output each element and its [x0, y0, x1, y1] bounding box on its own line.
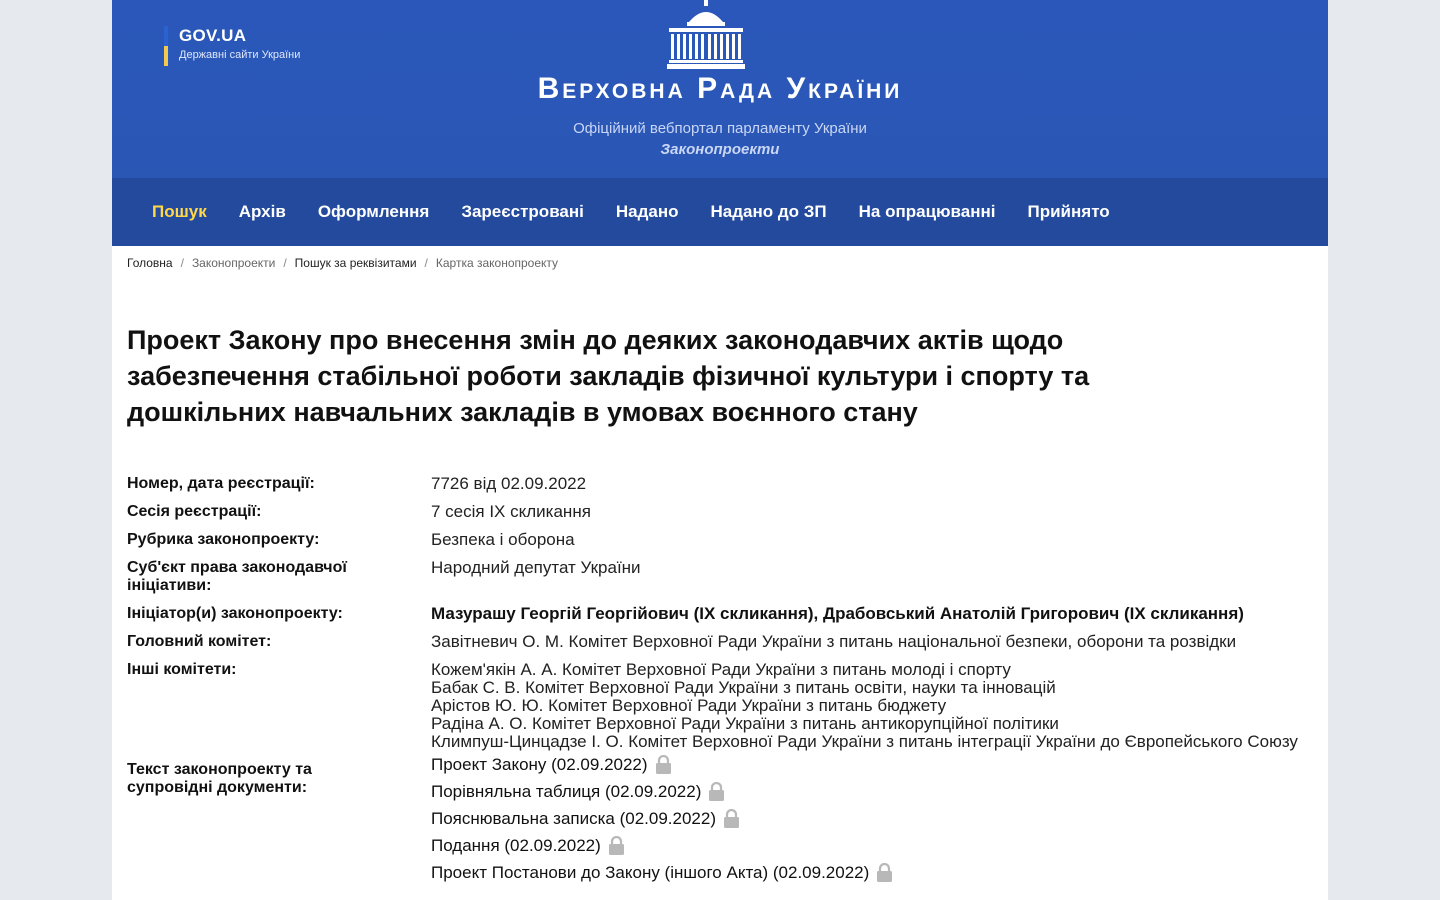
nav-item-provided-to-zp[interactable]: Надано до ЗП [710, 202, 827, 221]
govua-subtitle: Державні сайти України [179, 49, 301, 61]
site-header [112, 0, 1328, 178]
committee-item[interactable]: Радіна А. О. Комітет Верховної Ради України з питань антикорупційної політики [431, 714, 1059, 733]
document-link[interactable] [431, 805, 893, 832]
site-section: Законопроекти [660, 141, 780, 158]
detail-label: Сесія реєстрації: [127, 503, 262, 520]
site-title[interactable]: Верховна Рада України [537, 72, 903, 105]
breadcrumb-search-by-details[interactable]: Пошук за реквізитами [294, 256, 417, 270]
documents-list [431, 751, 893, 886]
detail-label: Номер, дата реєстрації: [127, 475, 315, 492]
breadcrumb: Головна / Законопроекти / Пошук за реквізитами / Картка законопроекту [127, 256, 559, 270]
document-link[interactable] [431, 751, 893, 778]
detail-label: Інші комітети: [127, 661, 237, 678]
nav-item-archive[interactable]: Архів [238, 202, 286, 221]
initiators-link[interactable]: Мазурашу Георгій Георгійович (IX скликання), Драбовський Анатолій Григорович (IX скликання) [431, 604, 1244, 623]
nav-item-provided[interactable]: Надано [615, 202, 679, 221]
detail-label: Рубрика законопроекту: [127, 531, 320, 548]
document-title: Подання (02.09.2022) [431, 835, 601, 855]
detail-value: 7 сесія IX скликання [431, 502, 591, 521]
lock-icon [708, 782, 725, 801]
main-committee-link[interactable]: Завітневич О. М. Комітет Верховної Ради України з питань національної безпеки, оборони та розвідки [431, 632, 1237, 651]
detail-value: Народний депутат України [431, 558, 641, 577]
breadcrumb-home[interactable]: Головна [127, 256, 173, 270]
breadcrumb-bills[interactable]: Законопроекти [191, 256, 276, 270]
detail-value: Безпека і оборона [431, 530, 575, 549]
document-title: Проект Постанови до Закону (іншого Акта) (02.09.2022) [431, 862, 870, 882]
detail-label: Головний комітет: [127, 633, 272, 650]
document-link[interactable] [431, 778, 893, 805]
document-title: Пояснювальна записка (02.09.2022) [431, 808, 716, 828]
govua-title: GOV.UA [179, 26, 247, 45]
committee-item[interactable]: Арістов Ю. Ю. Комітет Верховної Ради України з питань бюджету [431, 696, 947, 715]
nav-item-search[interactable]: Пошук [152, 202, 207, 221]
parliament-building-icon[interactable] [667, 0, 745, 70]
document-title: Порівняльна таблиця (02.09.2022) [431, 781, 702, 801]
committee-item[interactable]: Бабак С. В. Комітет Верховної Ради України з питань освіти, науки та інновацій [431, 678, 1056, 697]
document-link[interactable] [431, 859, 893, 886]
committee-item[interactable]: Климпуш-Цинцадзе І. О. Комітет Верховної Ради України з питань інтеграції України до Європейського Союзу [431, 732, 1298, 751]
site-subtitle: Офіційний вебпортал парламенту України [573, 120, 867, 137]
lock-icon [723, 809, 740, 828]
lock-icon [655, 755, 672, 774]
bill-title: Проект Закону про внесення змін до деяких законодавчих актів щодо забезпечення стабільної роботи закладів фізичної культури і спорту та дошкільних навчальних закладів в умовах воєнного стану [127, 325, 1090, 427]
nav-item-registered[interactable]: Зареєстровані [461, 202, 584, 221]
nav-item-design[interactable]: Оформлення [317, 202, 430, 221]
lock-icon [876, 863, 893, 882]
detail-label: Текст законопроекту та супровідні документи: [127, 761, 312, 796]
breadcrumb-current: Картка законопроекту [435, 256, 559, 270]
document-link[interactable] [431, 832, 893, 859]
detail-label: Суб'єкт права законодавчої ініціативи: [127, 559, 347, 594]
lock-icon [608, 836, 625, 855]
other-committees-list [431, 661, 1298, 751]
page [112, 0, 1328, 900]
detail-value: 7726 від 02.09.2022 [431, 474, 587, 493]
committee-item[interactable]: Кожем'якін А. А. Комітет Верховної Ради України з питань молоді і спорту [431, 660, 1011, 679]
nav-item-in-processing[interactable]: На опрацюванні [858, 202, 996, 221]
govua-flag-icon [164, 26, 168, 66]
detail-label: Ініціатор(и) законопроекту: [127, 605, 343, 622]
nav-item-adopted[interactable]: Прийнято [1027, 202, 1110, 221]
document-title: Проект Закону (02.09.2022) [431, 754, 648, 774]
main-nav [112, 178, 1328, 246]
